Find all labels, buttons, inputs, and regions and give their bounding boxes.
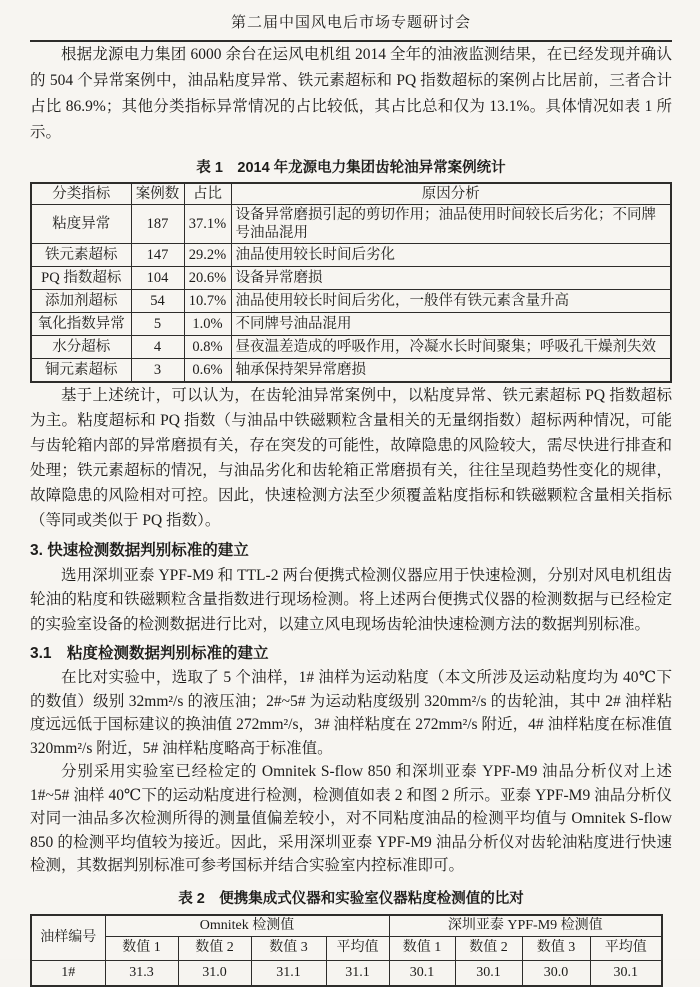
subcolumn-header: 数值 2 xyxy=(455,937,522,961)
intro-paragraph: 根据龙源电力集团 6000 余台在运风电机组 2014 全年的油液监测结果，在已经发现并确认的 504 个异常案例中，油品粘度异常、铁元素超标和 PQ 指数超标的案例占比居前，三者合计占比 86.9%；其他分类指标异常情况的占比较低，其占比总和仅为 13.1%。具体情况如表 1 所示。 xyxy=(30,46,672,141)
table-row xyxy=(31,336,671,359)
data-cell: 30.1 xyxy=(590,961,662,986)
table-row xyxy=(31,961,662,986)
table-cell: 0.8% xyxy=(184,336,231,359)
subcolumn-header: 数值 2 xyxy=(178,937,251,961)
section-3-heading: 3. 快速检测数据判别标准的建立 xyxy=(30,541,249,559)
table-row xyxy=(31,313,671,336)
section-3-paragraph: 选用深圳亚泰 YPF-M9 和 TTL-2 两台便携式检测仪器应用于快速检测，分别对风电机组齿轮油的粘度和铁磁颗粒含量指数进行现场检测。将上述两台便携式仪器的检测数据与已经检定的实验室设备的检测数据进行比对，以建立风电现场齿轮油快速检测方法的数据判别标准。 xyxy=(30,566,672,633)
table-cell: 粘度异常 xyxy=(31,205,131,244)
table-cell: 铁元素超标 xyxy=(31,244,131,267)
viscosity-paragraph-2: 分别采用实验室已经检定的 Omnitek S-flow 850 和深圳亚泰 YPF-M9 油品分析仪对上述 1#~5# 油样 40℃下的运动粘度进行检测，检测值如表 2 和图 2 所示。亚泰 YPF-M9 油品分析仪对同一油品多次检测所得的测量值偏差较小，对不同粘度油品的检测平均值与 Omnitek S-flow 850 的检测平均值较为接近。因此，采用深圳亚泰 YPF-M9 油品分析仪对齿轮油粘度进行快速检测，其数据判别标准可参考国标并结合实验室内控标准即可。 xyxy=(30,763,672,875)
anomaly-statistics-table xyxy=(30,182,672,383)
table-row xyxy=(31,205,671,244)
table-cell: 添加剂超标 xyxy=(31,290,131,313)
subcolumn-header: 数值 3 xyxy=(251,937,326,961)
table-cell: 20.6% xyxy=(184,267,231,290)
data-cell: 31.1 xyxy=(251,961,326,986)
table-cell: 设备异常磨损 xyxy=(231,267,671,290)
table-cell: PQ 指数超标 xyxy=(31,267,131,290)
running-head: 第二届中国风电后市场专题研讨会 xyxy=(230,15,471,31)
table-cell: 不同牌号油品混用 xyxy=(231,313,671,336)
table-cell: 37.1% xyxy=(184,205,231,244)
sample-id-header: 油样编号 xyxy=(31,915,105,961)
table-cell: 10.7% xyxy=(184,290,231,313)
table-cell: 1.0% xyxy=(184,313,231,336)
table-cell: 昼夜温差造成的呼吸作用，冷凝水长时间聚集；呼吸孔干燥剂失效 xyxy=(231,336,671,359)
table2-caption: 表 2 便携集成式仪器和实验室仪器粘度检测值的比对 xyxy=(178,890,524,907)
subcolumn-header: 数值 1 xyxy=(105,937,178,961)
subcolumn-header: 平均值 xyxy=(326,937,389,961)
column-header-reason: 原因分析 xyxy=(231,183,671,205)
table-cell: 铜元素超标 xyxy=(31,359,131,382)
table-cell: 0.6% xyxy=(184,359,231,382)
viscosity-paragraph-1: 在比对实验中，选取了 5 个油样，1# 油样为运动粘度（本文所涉及运动粘度均为 40℃下的数值）级别 32mm²/s 的液压油；2#~5# 为运动粘度级别 320mm²/s 的齿轮油，其中 2# 油样粘度远远低于国标建议的换油值 272mm²/s，3# 油样粘度在 272mm²/s 附近，4# 油样粘度在标准值 320mm²/s 附近，5# 油样粘度略高于标准值。 xyxy=(30,669,672,757)
table-row xyxy=(31,244,671,267)
table-cell: 轴承保持架异常磨损 xyxy=(231,359,671,382)
table-cell: 油品使用较长时间后劣化 xyxy=(231,244,671,267)
table-cell: 104 xyxy=(131,267,184,290)
table-row xyxy=(31,359,671,382)
table-subheader-row xyxy=(31,937,662,961)
section-3-1-heading: 3.1 粘度检测数据判别标准的建立 xyxy=(30,645,269,663)
subcolumn-header: 平均值 xyxy=(590,937,662,961)
table1-caption: 表 1 2014 年龙源电力集团齿轮油异常案例统计 xyxy=(196,160,506,176)
column-header-ratio: 占比 xyxy=(184,183,231,205)
data-cell: 1# xyxy=(31,961,105,986)
table-cell: 147 xyxy=(131,244,184,267)
table-group-header-row xyxy=(31,915,662,937)
viscosity-comparison-table xyxy=(30,914,663,987)
table-cell: 设备异常磨损引起的剪切作用；油品使用时间较长后劣化；不同牌号油品混用 xyxy=(231,205,671,244)
table-cell: 水分超标 xyxy=(31,336,131,359)
table-cell: 氧化指数异常 xyxy=(31,313,131,336)
group-header-omnitek: Omnitek 检测值 xyxy=(105,915,389,937)
data-cell: 31.3 xyxy=(105,961,178,986)
table-row xyxy=(31,267,671,290)
data-cell: 30.1 xyxy=(455,961,522,986)
subcolumn-header: 数值 1 xyxy=(389,937,455,961)
table-cell: 3 xyxy=(131,359,184,382)
table-cell: 油品使用较长时间后劣化，一般伴有铁元素含量升高 xyxy=(231,290,671,313)
column-header-indicator: 分类指标 xyxy=(31,183,131,205)
table-cell: 4 xyxy=(131,336,184,359)
data-cell: 30.1 xyxy=(389,961,455,986)
table-cell: 187 xyxy=(131,205,184,244)
table-row xyxy=(31,290,671,313)
table-cell: 5 xyxy=(131,313,184,336)
data-cell: 30.0 xyxy=(522,961,590,986)
table-header-row xyxy=(31,183,671,205)
data-cell: 31.1 xyxy=(326,961,389,986)
table-cell: 29.2% xyxy=(184,244,231,267)
table-cell: 54 xyxy=(131,290,184,313)
analysis-paragraph: 基于上述统计，可以认为，在齿轮油异常案例中，以粘度异常、铁元素超标 PQ 指数超标为主。粘度超标和 PQ 指数（与油品中铁磁颗粒含量相关的无量纲指数）超标两种情况，可能与齿轮箱内部的异常磨损有关，存在突发的可能性，故障隐患的风险较大，需尽快进行排查和处理；铁元素超标的情况，与油品劣化和齿轮箱正常磨损有关，往往呈现趋势性变化的规律，故障隐患的风险相对可控。因此，快速检测方法至少须覆盖粘度指标和铁磁颗粒含量相关指标（等同或类似于 PQ 指数）。 xyxy=(30,386,672,529)
group-header-ypf-m9: 深圳亚泰 YPF-M9 检测值 xyxy=(389,915,662,937)
column-header-count: 案例数 xyxy=(131,183,184,205)
data-cell: 31.0 xyxy=(178,961,251,986)
subcolumn-header: 数值 3 xyxy=(522,937,590,961)
